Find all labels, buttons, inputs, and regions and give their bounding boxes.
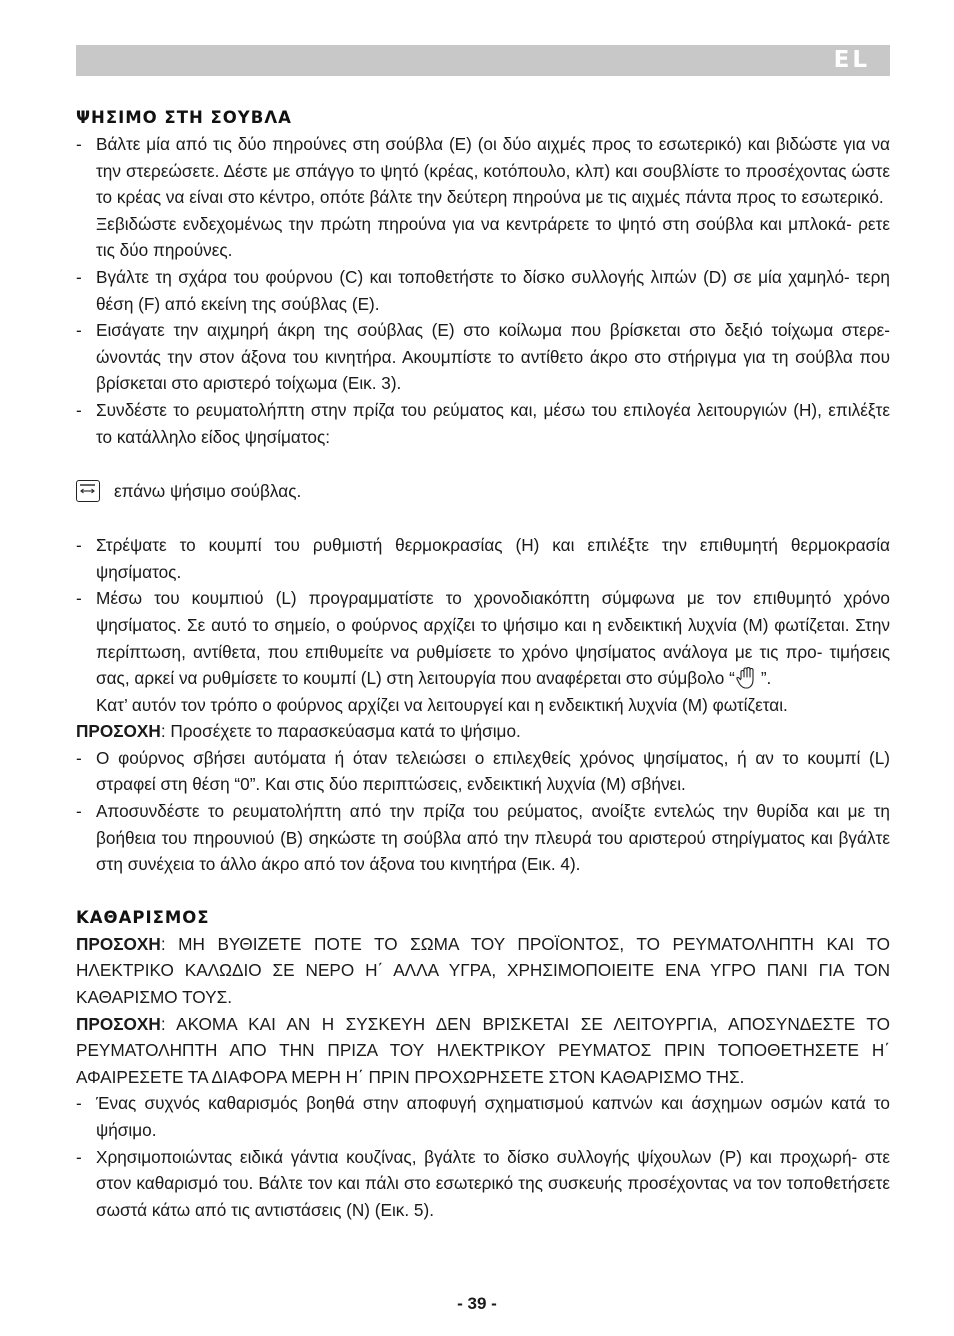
- top-heat-rotisserie-icon: [76, 480, 100, 502]
- list-item: - Εισάγατε την αιχμηρή άκρη της σούβλας (E) στο κοίλωμα που βρίσκεται στο δεξιό τοίχωμα στερε- ώνοντάς την στον άξονα του κινητήρα. Ακουμπίστε το αντίθετο άκρο στο στήριγμα για τη σούβλα που βρίσκεται στο αριστερό τοίχωμα (Εικ. 3).: [76, 320, 890, 394]
- spacer: [76, 878, 890, 905]
- page-content: [76, 105, 890, 1223]
- list-item-continuation: Ξεβιδώστε ενδεχομένως την πρώτη πηρούνα για να κεντράρετε το ψητό στη σούβλα και μπλοκά- ρετε τις δύο πηρούνες.: [96, 213, 890, 261]
- list-item: - Στρέψατε το κουμπί του ρυθμιστή θερμοκρασίας (H) και επιλέξτε την επιθυμητή θερμοκρασία ψησίματος.: [76, 535, 890, 582]
- section-title-cleaning: ΚΑΘΑΡΙΣΜΟΣ: [76, 907, 210, 927]
- list-item: - Χρησιμοποιώντας ειδικά γάντια κουζίνας, βγάλτε το δίσκο συλλογής ψίχουλων (P) και προχωρή- στε στον καθαρισμό του. Βάλτε τον και πάλι στο εσωτερικό της συσκευής προσέχοντας να τον τοποθετήσετε σωστά κάτω από τις αντιστάσεις (N) (Εικ. 5).: [76, 1146, 890, 1220]
- page-number: - 39 -: [457, 1294, 497, 1313]
- list-item: - Ένας συχνός καθαρισμός βοηθά στην αποφυγή σχηματισμού καπνών και άσχημων οσμών κατά το ψήσιμο.: [76, 1093, 890, 1140]
- list-item: - Συνδέστε το ρευματολήπτη στην πρίζα του ρεύματος και, μέσω του επιλογέα λειτουργιών (H), επιλέξτε το κατάλληλο είδος ψησίματος:: [76, 399, 890, 447]
- list-item: - Βάλτε μία από τις δύο πηρούνες στη σούβλα (E) (οι δύο αιχμές προς το εσωτερικό) και βιδώστε για να την στερεώσετε. Δέστε με σπάγγο το ψητό (κρέας, κοτόπουλο, κλπ) και σουβλίστε το προσέχοντας ώστε το κρέας να είναι στο κέντρο, οπότε βάλτε την δεύτερη πηρούνα με τις αιχμές πάντα προς το εσωτερικό.: [76, 134, 890, 208]
- hand-icon: [735, 667, 761, 689]
- warning-note: ΠΡΟΣΟΧΗ: Προσέχετε το παρασκεύασμα κατά το ψήσιμο.: [76, 721, 521, 742]
- section-title-rotisserie: ΨΗΣΙΜΟ ΣΤΗ ΣΟΥΒΛΑ: [76, 108, 292, 127]
- warning-note: ΠΡΟΣΟΧΗ: ΑΚΟΜΑ ΚΑΙ ΑΝ Η ΣΥΣΚΕΥΗ ΔΕΝ ΒΡΙΣΚΕΤΑΙ ΣΕ ΛΕΙΤΟΥΡΓΙΑ, ΑΠΟΣΥΝΔΕΣΤΕ ΤΟ ΡΕΥΜΑΤΟΛΗΠΤΗ ΑΠΟ ΤΗΝ ΠΡΙΖΑ ΤΟΥ ΗΛΕΚΤΡΙΚΟΥ ΡΕΥΜΑΤΟΣ ΠΡΙΝ ΤΟΠΟΘΕΤΗΣΕΤΕ Η΄ ΑΦΑΙΡΕΣΕΤΕ ΤΑ ΔΙΑΦΟΡΑ ΜΕΡΗ Η΄ ΠΡΙΝ ΠΡΟΧΩΡΗΣΕΤΕ ΣΤΟΝ ΚΑΘΑΡΙΣΜΟ ΤΗΣ.: [76, 1013, 890, 1087]
- language-code: EL: [833, 47, 870, 73]
- list-item: - Αποσυνδέστε το ρευματολήπτη από την πρίζα του ρεύματος, ανοίξτε εντελώς την θυρίδα και με τη βοήθεια του πηρουνιού (B) σηκώστε τη σούβλα από την πλευρά του αριστερού στηρίγματος και βγάλτε στη συνέχεια το άλλο άκρο από τον άξονα του κινητήρα (Εικ. 4).: [76, 801, 890, 875]
- mode-row: [76, 478, 890, 504]
- header-bar: [76, 45, 890, 76]
- list-item: - Ο φούρνος σβήσει αυτόματα ή όταν τελειώσει ο επιλεχθείς χρόνος ψησίματος, ή αν το κουμπί (L) στραφεί στη θέση “0”. Και στις δύο περιπτώσεις, ενδεικτική λυχνία (M) σβήνει.: [76, 747, 890, 795]
- list-item: - Βγάλτε τη σχάρα του φούρνου (C) και τοποθετήστε το δίσκο συλλογής λιπών (D) σε μία χαμηλό- τερη θέση (F) από εκείνη της σούβλας (E).: [76, 266, 890, 314]
- warning-note: ΠΡΟΣΟΧΗ: ΜΗ ΒΥΘΙΖΕΤΕ ΠΟΤΕ ΤΟ ΣΩΜΑ ΤΟΥ ΠΡΟΪΟΝΤΟΣ, ΤΟ ΡΕΥΜΑΤΟΛΗΠΤΗ ΚΑΙ ΤΟ ΗΛΕΚΤΡΙΚΟ ΚΑΛΩΔΙΟ ΣΕ ΝΕΡΟ Η΄ ΑΛΛΑ ΥΓΡΑ, ΧΡΗΣΙΜΟΠΟΙΕΙΤΕ ΕΝΑ ΥΓΡΟ ΠΑΝΙ ΓΙΑ ΤΟΝ ΚΑΘΑΡΙΣΜΟ ΤΟΥΣ.: [76, 933, 890, 1008]
- list-item: - Μέσω του κουμπιού (L) προγραμματίστε το χρονοδιακόπτη σύμφωνα με τον επιθυμητό χρόνο ψησίματος. Σε αυτό το σημείο, ο φούρνος αρχίζει το ψήσιμο και η ενδεικτική λυχνία (M) φωτίζεται. Στην περίπτωση, αντίθετα, που επιθυμείτε να ρυθμίσετε το χρόνο ψησίματος ανάλογα με τις προ- τιμήσεις σας, αρκεί να ρυθμίσετε το κουμπί (L) στη λειτουργία που αναφέρεται στο σύμβολο “ ”. Κατ’ αυτόν τον τρόπο ο φούρνος αρχίζει να λειτουργεί και η ενδεικτική λυχνία (M) φωτίζεται.: [76, 588, 890, 715]
- mode-label: επάνω ψήσιμο σούβλας.: [114, 480, 302, 501]
